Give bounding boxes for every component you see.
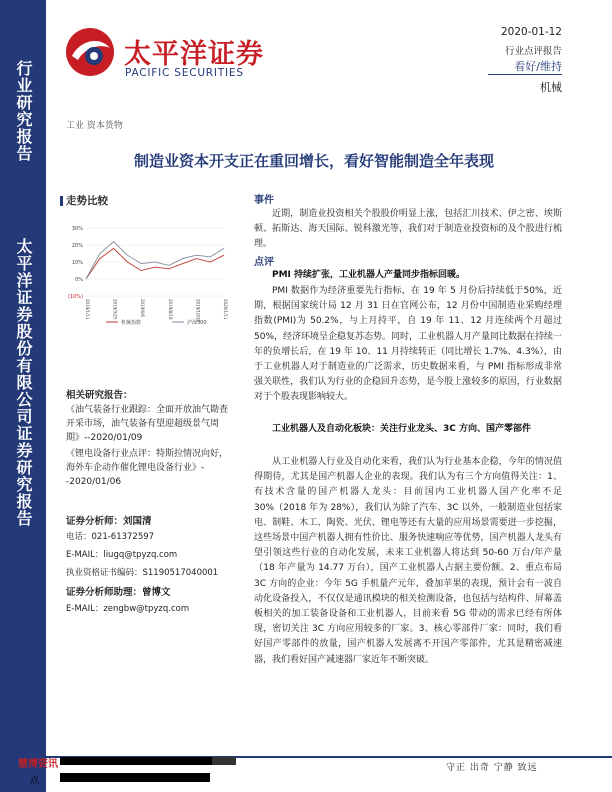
y-tick-label: 30% [71, 226, 83, 232]
page-title: 制造业资本开支正在重回增长，看好智能制造全年表现 [133, 152, 494, 170]
x-tick-label: 2019/10/30 [195, 299, 201, 323]
report-date: 2020-01-12 [500, 26, 562, 38]
analyst-heading: 证券分析师：刘国清 [66, 516, 152, 527]
redaction-bar [212, 757, 236, 765]
series-line [86, 248, 224, 279]
x-tick-label: 2019/1/11 [85, 299, 90, 320]
event-paragraph: 近期，制造业投资相关个股股价明显上涨，包括汇川技术、伊之密、埃斯顿、拓斯达、海天国际、锐科激光等，我们对于制造业投资标的及个股进行梳理。 [254, 209, 562, 250]
related-heading: 相关研究报告： [66, 390, 133, 401]
trend-heading: 走势比较 [66, 195, 108, 207]
subsection-label: 工业 资本货物 [66, 121, 123, 131]
report-type: 行业点评报告 [504, 46, 562, 57]
report-category-label: 行业研究报告 [14, 60, 33, 162]
watermark-text: 慧博资讯 [18, 759, 58, 770]
related-report-item[interactable]: 《油气装备行业跟踪：全面开放油气勘查开采市场，油气装备有望迎超级景气周期》--2020/01/09 [66, 405, 229, 443]
redaction-bar [60, 773, 210, 782]
company-report-label: 太平洋证券股份有限公司证券研究报告 [14, 238, 33, 527]
trend-chart [62, 222, 232, 330]
section-marker [60, 196, 63, 206]
redaction-bar [60, 757, 236, 765]
comment-heading: 点评 [254, 257, 274, 268]
rating-divider [488, 74, 562, 75]
logo-text-en: PACIFIC SECURITIES [125, 67, 244, 79]
analyst-phone: 电话：021-61372597 [66, 532, 155, 542]
rating-badge: 看好/维持 [514, 60, 562, 73]
pmi-paragraph: PMI 数据作为经济重要先行指标，在 19 年 5 月份后持续低于50%，近期，根据国家统计局 12 月 31 日在官网公布，12 月份中国制造业采购经理指数(PMI)为 50.2%，与上月持平，自 19 年 11、12 月连续两个月超过 50%，经济环境呈企稳复苏态势。同时，工业机器人月产量同比数据在持续一年的负增长后，在 19 年 10、11 月持续转正（同比增长 1.7%、4.3%），由于工业机器人对于制造业的广泛需求，历史数据来看，与 PMI 指标形成非常强关联性，我们认为行业的企稳回升态势，是今股上涨较多的原因，行业数据对于个股表现影响较大。 [254, 286, 563, 403]
pacific-logo-icon [64, 26, 116, 78]
y-tick-label: 10% [71, 260, 83, 266]
analyst-email[interactable]: E-MAIL：liugq@tpyzq.com [66, 550, 178, 560]
robot-subheading: 工业机器人及自动化板块：关注行业龙头、3C 方向、国产零部件 [272, 424, 532, 434]
x-tick-label: 2019/8/18 [167, 299, 173, 320]
pmi-subheading: PMI 持续扩张，工业机器人产量同步指标回暖。 [272, 270, 466, 280]
logo-text-cn: 太平洋证券 [124, 39, 264, 70]
legend-label: 沪深300 [187, 320, 207, 326]
related-report-item[interactable]: 《锂电设备行业点评：特斯拉情况向好，海外车企动作催化锂电设备行业》--2020/01/06 [66, 449, 229, 487]
sector-label: 机械 [540, 81, 562, 94]
x-tick-label: 2019/3/25 [112, 299, 118, 320]
assistant-heading: 证券分析师助理：曾博文 [66, 587, 171, 598]
y-tick-label: 20% [71, 243, 83, 249]
x-tick-label: 2020/1/11 [223, 299, 228, 320]
y-tick-label: 0% [75, 277, 83, 283]
analyst-license: 执业资格证书编码：S1190517040001 [66, 568, 219, 578]
robot-paragraph: 从工业机器人行业及自动化来看，我们认为行业基本企稳，今年的情况值得期待，尤其是国产机器人企业的表现。我们认为有三个方向值得关注：1、有技术含量的国产机器人龙头：目前国内工业机器人国产化率不足 30%（2018 年为 28%），我们认为除了汽车、3C 以外，一般制造业包括家电、制鞋、木工、陶瓷、光伏、锂电等还有大量的应用场景需要进一步挖掘，这些场景中国产机器人拥有性价比、服务快速响应等优势，国产机器人龙头有望引领这些行业的自动化发展，未来工业机器人将达到 50-60 万台/年产量（18 年产量为 14.77 万台），国产工业机器人占据主要份额。2、重点布局 3C 方向的企业：今年 5G 手机量产元年，叠加苹果的表现，预计会有一波自动化设备投入，不仅仅是通讯模块的相关检测设备，也包括与结构件、屏幕盖板相关的加工装备设备和工业机器人，目前来看 5G 带动的需求已经有所体现，密切关注 3C 方向应用较多的厂家。3、核心零部件厂家：同时，我们看好国产零部件的放量，国产机器人发展离不开国产零部件，尤其是精密减速器，我们看好国产减速器厂家近年不断突破。 [254, 457, 562, 665]
watermark-text: 点 [30, 776, 40, 786]
footer-motto: 守正 出奇 宁静 致远 [446, 763, 538, 773]
y-tick-label: (10%) [67, 294, 83, 300]
assistant-email[interactable]: E-MAIL：zengbw@tpyzq.com [66, 604, 190, 614]
event-heading: 事件 [254, 195, 274, 206]
legend-label: 机械指数 [121, 320, 142, 326]
x-tick-label: 2019/6/6 [140, 299, 146, 317]
